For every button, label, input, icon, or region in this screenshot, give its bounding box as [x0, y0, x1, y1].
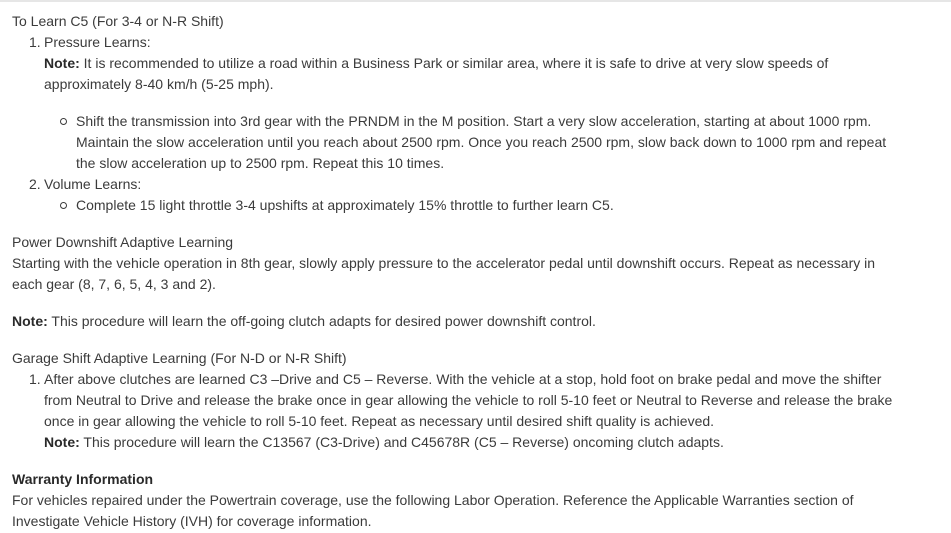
note-text-cont: approximately 8-40 km/h (5-25 mph). [44, 76, 274, 92]
list-item [12, 32, 917, 95]
list-number: 2. [29, 176, 41, 192]
bullet-item [12, 195, 917, 216]
bullet-line: Shift the transmission into 3rd gear with the PRNDM in the M position. Start a very slow acceleration, starting at about 1000 rpm. [76, 113, 872, 129]
bullet-line: Complete 15 light throttle 3-4 upshifts at approximately 15% throttle to further learn C5. [76, 197, 614, 213]
note-label: Note: [44, 55, 80, 71]
note-paragraph [12, 311, 917, 332]
top-divider [0, 0, 951, 2]
note-label: Note: [12, 313, 48, 329]
bullet-line: the slow acceleration up to 2500 rpm. Repeat this 10 times. [76, 155, 445, 171]
list-line: once in gear allowing the vehicle to roll 5-10 feet. Repeat as necessary until desired shift quality is achieved. [44, 413, 715, 429]
list-line: from Neutral to Drive and release the brake once in gear allowing the vehicle to roll 5-10 feet or Neutral to Reverse and release the brake [44, 392, 893, 408]
list-line: After above clutches are learned C3 –Drive and C5 – Reverse. With the vehicle at a stop, hold foot on brake pedal and move the shifter [44, 371, 882, 387]
list-number: 1. [29, 371, 41, 387]
list-item-title: Pressure Learns: [44, 34, 151, 50]
paragraph-line: Investigate Vehicle History (IVH) for coverage information. [12, 513, 372, 529]
note-text: It is recommended to utilize a road within a Business Park or similar area, where it is safe to drive at very slow speeds of [83, 55, 829, 71]
list-item [12, 369, 917, 453]
section-heading: Garage Shift Adaptive Learning (For N-D or N-R Shift) [12, 350, 347, 366]
note-paragraph [44, 432, 917, 453]
section-heading: Warranty Information [12, 471, 154, 487]
paragraph-line: For vehicles repaired under the Powertrain coverage, use the following Labor Operation. Reference the Applicable Warranties section of [12, 492, 854, 508]
note-text: This procedure will learn the C13567 (C3-Drive) and C45678R (C5 – Reverse) oncoming clutch adapts. [83, 434, 724, 450]
document-body [12, 11, 917, 532]
section-heading: Power Downshift Adaptive Learning [12, 234, 234, 250]
bullet-icon [60, 202, 67, 209]
bullet-icon [60, 118, 67, 125]
note-text: This procedure will learn the off-going clutch adapts for desired power downshift control. [51, 313, 596, 329]
paragraph-line: Starting with the vehicle operation in 8th gear, slowly apply pressure to the accelerator pedal until downshift occurs. Repeat as necessary in [12, 255, 876, 271]
bullet-item [12, 111, 917, 174]
list-item-title: Volume Learns: [44, 176, 142, 192]
bullet-line: Maintain the slow acceleration until you reach about 2500 rpm. Once you reach 2500 rpm, slow back down to 1000 rpm and repeat [76, 134, 887, 150]
warranty-heading [12, 469, 917, 490]
note-label: Note: [44, 434, 80, 450]
list-number: 1. [29, 34, 41, 50]
paragraph-line: each gear (8, 7, 6, 5, 4, 3 and 2). [12, 276, 216, 292]
section-heading: To Learn C5 (For 3-4 or N-R Shift) [12, 13, 224, 29]
note-paragraph [44, 53, 917, 74]
list-item [12, 174, 917, 195]
